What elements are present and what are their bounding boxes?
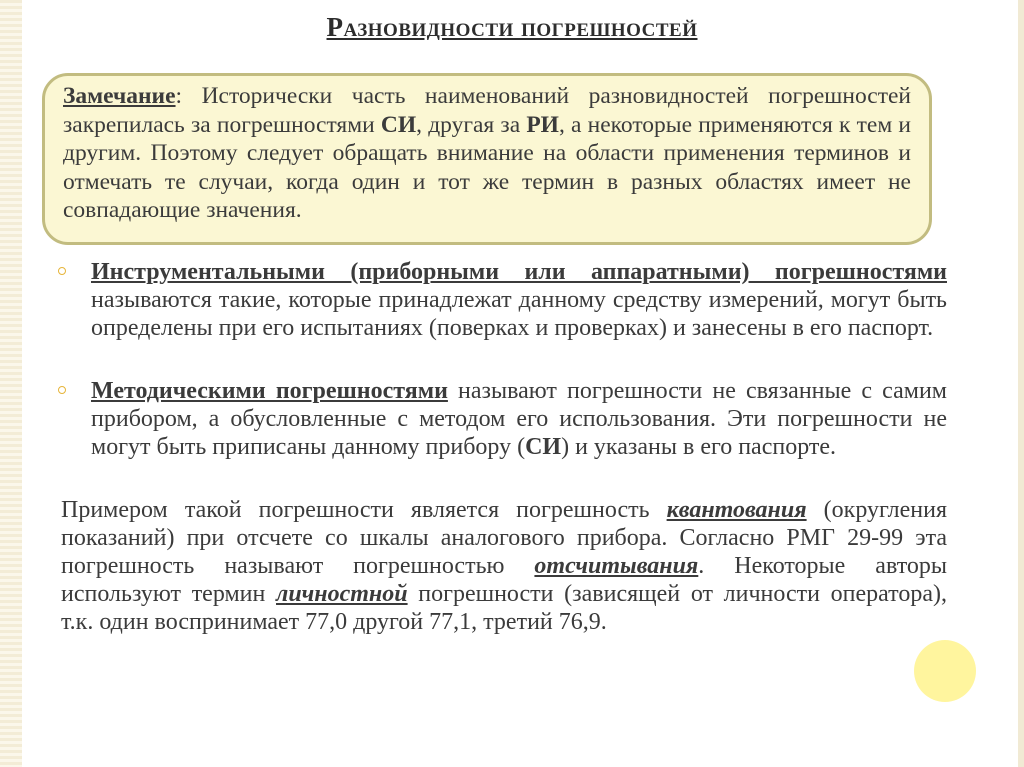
bullet-marker [58, 267, 66, 275]
decorative-stripe-left [0, 0, 22, 767]
example-paragraph [61, 496, 947, 636]
slide-title: Разновидности погрешностей [326, 12, 698, 42]
term-instrumental: Инструментальными (приборными или аппаратными) погрешностями [91, 259, 947, 285]
bullet-methodical [61, 377, 947, 461]
abbr-ri: РИ [526, 111, 559, 138]
note-label: Замечание [63, 83, 176, 109]
term-reading: отсчитывания [534, 553, 699, 579]
bullet-marker [58, 386, 66, 394]
decorative-circle [914, 640, 976, 702]
abbr-si: СИ [380, 111, 417, 138]
abbr-si: СИ [525, 434, 562, 460]
term-personal: личностной [276, 581, 408, 607]
note-text: Замечание: Исторически часть наименований разновидностей погрешностей закрепилась за погрешностями СИ, другая за РИ, а некоторые применяются к тем и другим. Поэтому следует обращать внимание на области применения терминов и отмечать те случаи, когда один и тот же термин в разных областях имеет не совпадающие значения. [63, 83, 911, 223]
term-methodical: Методическими погрешностями [91, 378, 448, 404]
note-box [42, 73, 932, 245]
bullet-text: Методическими погрешностями называют погрешности не связанные с самим прибором, а обусловленные с методом его использования. Эти погрешности не могут быть приписаны данному прибору (СИ) и указаны в его паспорте. [91, 378, 947, 460]
bullet-instrumental [61, 258, 947, 342]
bullet-text: Инструментальными (приборными или аппаратными) погрешностями называются такие, которые принадлежат данному средству измерений, могут быть определены при его испытаниях (поверках и проверках) и занесены в его паспорт. [91, 259, 947, 341]
decorative-stripe-right [1018, 0, 1024, 767]
term-quantization: квантования [666, 497, 807, 523]
paragraph-text: Примером такой погрешности является погрешность квантования (округления показаний) при отсчете со шкалы аналогового прибора. Согласно РМГ 29-99 эта погрешность называют погрешностью отсчитывания. Некоторые авторы используют термин личностной погрешности (зависящей от личности оператора), т.к. один воспринимает 77,0 другой 77,1, третий 76,9. [61, 497, 947, 635]
